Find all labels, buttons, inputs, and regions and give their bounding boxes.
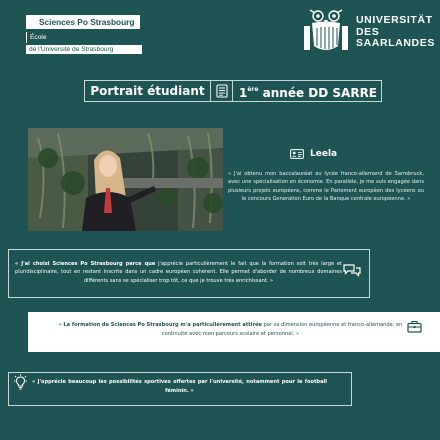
uds-line3: SAARLANDES bbox=[356, 37, 435, 49]
uds-wordmark bbox=[356, 15, 435, 50]
owl-crest-icon bbox=[302, 6, 350, 56]
title-portrait: Portrait étudiant bbox=[85, 81, 211, 101]
student-photo bbox=[28, 128, 223, 231]
document-icon bbox=[211, 81, 233, 101]
uds-logo bbox=[302, 6, 435, 56]
formation-quote-box bbox=[28, 312, 440, 352]
uds-line2: DES bbox=[356, 25, 380, 38]
sciencespo-name: Sciences Po Strasbourg bbox=[26, 15, 140, 29]
sciencespo-line1: École bbox=[26, 32, 142, 43]
sciencespo-logo bbox=[26, 15, 142, 54]
sport-quote: « J'apprécie beaucoup les possibilités sportives offertes par l'université, notamment pour le football féminin. » bbox=[32, 379, 327, 394]
chat-bubbles-icon bbox=[343, 263, 361, 278]
id-card-icon bbox=[290, 149, 304, 159]
uds-line1: UNIVERSITÄT bbox=[356, 14, 433, 26]
student-name: Leela bbox=[310, 149, 338, 159]
choice-quote-box bbox=[8, 249, 370, 298]
title-bar bbox=[84, 80, 382, 102]
title-year: 1ère année DD SARRE bbox=[239, 85, 378, 100]
sciencespo-line2: de l'Université de Strasbourg bbox=[26, 45, 142, 54]
sport-quote-divider bbox=[351, 372, 352, 406]
choice-quote: « J'ai choisi Sciences Po Strasbourg parce que j'apprécie particulièrement le fait que la formation soit très large et pluridisciplinaire, tout en restant inscrite dans un cadre européen cohérent. Elle permet d'aborder de nombreux domaines différents sans se spécialiser trop tôt, ce que je trouve très enrichissant. » bbox=[15, 261, 343, 284]
student-heading bbox=[290, 149, 337, 159]
student-quote: « J'ai obtenu mon baccalauréat au lycée franco-allemand de Sarrebruck, avec une spécialisation en économie. En parallèle, je me suis engagée dans plusieurs projets européens, comme le Parlement européen des lycéens ou le concours Generation Euro de la Banque centrale européenne. » bbox=[228, 171, 424, 203]
formation-quote: « La formation de Sciences Po Strasbourg m'a particulièrement attirée par sa dimension européenne et franco-allemande, en continuité avec mon parcours scolaire et personnel. » bbox=[58, 322, 403, 337]
briefcase-icon bbox=[407, 320, 422, 333]
lightbulb-icon bbox=[14, 374, 27, 390]
